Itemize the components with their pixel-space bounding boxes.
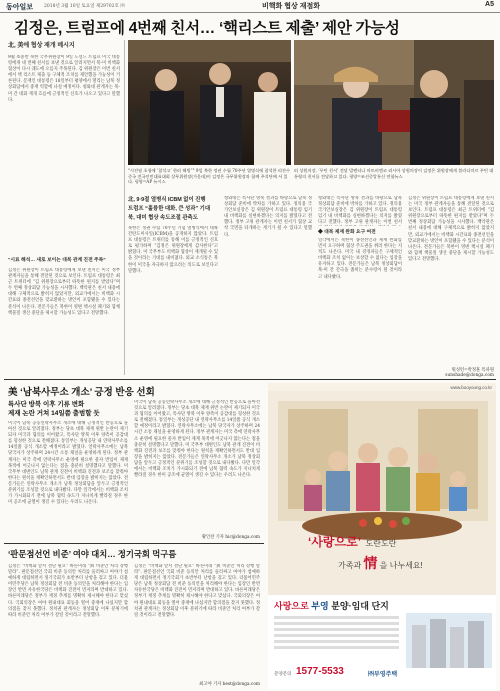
- mid-column-3: 일각에서는 북한이 종전선언과 제재 완화를 먼저 요구하며 협상 주도권을 쥐려 한다는 지적도 나온다. 미국 내 강경파들은 구체적인 비핵화 조치 없이는 보상할 수 없다는 입장을 유지하고 있다. 전문가들은 남북 정상회담이 북-미 간 간극을 좁히는 분수령이 될 것이라고 내다봤다.: [318, 238, 402, 280]
- ad-slogan-brand: ‘사랑으로’: [308, 535, 362, 549]
- article2-sub-2: 제재 논란 거쳐 14일쯤 출범할 듯: [8, 410, 100, 417]
- page-number: A5: [485, 1, 494, 8]
- advertisement[interactable]: [268, 383, 496, 689]
- ad-brand-2: 부영: [311, 601, 329, 611]
- column-divider: [124, 40, 125, 375]
- mid-column-4: 김정은 위원장이 트럼프 대통령에게 보낸 친서는 미국 정부 관계자들을 통해 전달된 것으로 보인다. 트럼프 대통령은 최근 트위터에 “김 위원장으로부터 따뜻한 편지를 받았다”며 두 번째 정상회담 가능성을 시사했다. 백악관은 친서 내용에 대해 구체적으로 밝히지 않았지만, 외교가에서는 비핵화 시간표와 종전선언을 맞교환하는 방안이 포함됐을 수 있다는 분석이 나온다. 전문가들은 북한이 영변 핵시설 폐기와 함께 핵물질 생산 중단을 제시할 가능성도 있다고 전망했다.: [408, 196, 494, 262]
- ad-notice: 분양문의: [274, 672, 292, 677]
- article2-headline: 美 ‘남북사무소 개소’ 긍정 반응 선회: [8, 387, 155, 398]
- photo-caption-2: 러 상원의장, ‘푸틴 친서’ 전달 발렌티나 마트비엔코 러시아 상원의장이 김정은 위원장에게 블라디미르 푸틴 대통령의 친서를 전달하고 있다. 평양=조선중앙통신 연합뉴스: [294, 168, 494, 179]
- ad-company: ㈜부영주택: [368, 672, 398, 678]
- ad-building-image: [406, 613, 492, 668]
- article3-body-col1: 김정은 “비핵화 앞서 결단 필요” 바른미래 “與 비준안 처리 강행 말라”. 판문점선언 국회 비준 동의안 처리를 둘러싸고 여야가 첨예하게 대립하면서 정기국회가 초반부터 난항을 겪고 있다. 더불어민주당은 남북 정상회담 전 비준 동의안을 처리해야 한다는 입장인 반면 자유한국당은 비핵화 진전이 먼저라며 반대하고 있다. 바른미래당은 정부가 재정 추계를 명확히 제시해야 한다고 맞섰다. 국회의장은 여야 원내대표 회동을 열어 중재에 나섰지만 합의점을 찾지 못했다. 정치권 관계자는 정상회담 이후 분위기에 따라 비준안 처리 여부가 갈릴 것이라고 전망했다.: [8, 564, 128, 618]
- lead-subhead: 北, 美에 협상 재개 메시지: [8, 43, 75, 49]
- ad-listing: [274, 613, 399, 663]
- ad-slogan-char: 情: [363, 555, 378, 571]
- article2-sub-1: 특사단 방북 이후 기류 변화: [8, 401, 85, 408]
- mid-column-2: 청와대는 특사단 방북 결과를 바탕으로 남북 정상회담 준비에 박차를 가하고 있다. 정의용 국가안보실장은 김 위원장이 트럼프 대통령 임기 내 비핵화를 실현하겠다는 의지를 밝혔다고 전했다. 정부 고위 관계자는 이번 친서가 협상 교착 국면을 타개하는 계기가 될 수 있다고 말했다.: [224, 196, 312, 238]
- mid-column-1: 북한은 정권 수립 70주년 기념 열병식에서 대륙간탄도미사일(ICBM)을 공개하지 않았다. 트럼프 대통령은 트위터를 통해 이를 긍정적인 신호로 평가하며 “김정은 위원장에게 감사한다”고 밝혔다. 미 국무부도 비핵화 협상이 재개될 수 있을 것이라는 기대를 내비쳤다. 외교 소식통은 북한이 미국을 자극하지 않으려는 의도로 보인다고 말했다.: [128, 226, 218, 274]
- mid-subhead-3: 북, 대미 협상 속도조절 관측도: [128, 215, 198, 221]
- photo-letter-handover: [294, 40, 494, 165]
- main-headline: 김정은, 트럼프에 4번째 친서… ‘핵리스트 제출’ 제안 가능성: [14, 20, 400, 37]
- mid-column-3a: 청와대는 특사단 방북 결과를 바탕으로 남북 정상회담 준비에 박차를 가하고 있다. 정의용 국가안보실장은 김 위원장이 트럼프 대통령 임기 내 비핵화를 실현하겠다는 의지를 밝혔다고 전했다. 정부 고위 관계자는 이번 친서: [318, 196, 402, 226]
- ad-slogan: [308, 533, 496, 573]
- section-divider: [4, 379, 496, 380]
- mid-subhead-1: 北, 9·9절 열병식 ICBM 없이 진행: [128, 197, 206, 203]
- lead-body: 9월 초중반 북한 국무위원장이 9일 도널드 트럼프 미국 대통령에게 네 번째 친서를 보낸 것으로 알려지면서 북-미 비핵화 협상이 다시 궤도에 오를지 주목된다. 김 위원장은 이번 친서에서 핵 리스트 제출 등 구체적 조치를 제안했을 가능성이 거론된다. 문재인 대통령은 18일부터 평양에서 열리는 남북 정상회담에서 중재 역할에 나설 예정이다. 청와대 관계자는 북-미 간 대화 재개 흐름에 긍정적인 신호가 나오고 있다고 말했다.: [8, 55, 120, 103]
- article2-byline: 황인찬 기자 hic@donga.com: [201, 535, 260, 540]
- ad-phone[interactable]: 1577-5533: [296, 666, 344, 677]
- article3-byline: 최고야 기자 best@donga.com: [199, 682, 260, 687]
- newspaper-logo: 동아일보: [6, 4, 34, 11]
- mid-subhead-2: 트럼프 “훌륭한 대화, 큰 성과” 기대: [128, 206, 211, 212]
- ad-slogan-line2a: 가족과: [338, 561, 362, 570]
- mid-subhead-4: ◆ 대북 제재 완화 요구 여전: [318, 230, 376, 235]
- ad-offer-panel: [268, 595, 496, 689]
- mid-byline: 워싱턴=박정훈 특파원 sunshade@donga.com: [445, 368, 494, 378]
- lead-subhead-2: “시료 해석… 새로 보이는 대북 관계 진전 주목”: [8, 258, 106, 263]
- ad-offer: 분양·임대 단지: [331, 601, 389, 611]
- page-header: [0, 0, 500, 13]
- photo-dignitaries: [128, 40, 291, 165]
- article-divider: [4, 543, 264, 544]
- article3-body-col2: 김정은 “비핵화 앞서 결단 필요” 바른미래 “與 비준안 처리 강행 말라”. 판문점선언 국회 비준 동의안 처리를 둘러싸고 여야가 첨예하게 대립하면서 정기국회가 초반부터 난항을 겪고 있다. 더불어민주당은 남북 정상회담 전 비준 동의안을 처리해야 한다는 입장인 반면 자유한국당은 비핵화 진전이 먼저라며 반대하고 있다. 바른미래당은 정부가 재정 추계를 명확히 제시해야 한다고 맞섰다. 국회의장은 여야 원내대표 회동을 열어 중재에 나섰지만 합의점을 찾지 못했다. 정치권 관계자는 정상회담 이후 분위기에 따라 비준안 처리 여부가 갈릴 것이라고 전망했다.: [134, 564, 260, 618]
- ad-website[interactable]: www.booyoung.co.kr: [450, 385, 492, 390]
- ad-slogan-text: 도란도란: [365, 539, 397, 548]
- article2-body-col1: 미국이 남북 공동연락사무소 개소에 대해 긍정적인 반응으로 돌아선 것으로 알려졌다. 정부는 당초 대북 제재 위반 논란이 제기되자 미국과 협의를 이어왔고, 특사단 방북 이후 양측이 공감대를 형성한 것으로 전해졌다. 통일부는 개성공단 내 연락사무소를 14일쯤 공식 개소할 예정이라고 밝혔다. 연락사무소에는 남북 당국자가 상주하며 24시간 소통 채널을 운영하게 된다. 정부 관계자는 미국 측에 연락사무소 운영에 필요한 물자 반입이 제재 목적에 어긋나지 않는다는 점을 충분히 설명했다고 말했다. 미 국무부 대변인도 남북 관계 진전이 비핵화 진전과 보조를 맞춰야 한다는 원칙을 재확인하면서도 반대 입장을 밝히지는 않았다. 전문가들은 연락사무소 개소가 남북 정상회담을 앞두고 긍정적인 분위기를 조성할 것으로 내다봤다. 다만 일각에서는 비핵화 조치가 가시화되기 전에 남북 협력 속도가 지나치게 빨라질 경우 한미 공조에 균열이 생길 수 있다는 우려도 나온다.: [8, 421, 128, 506]
- article3-headline: ‘판문점선언 비준’ 여야 대치… 정기국회 먹구름: [8, 549, 177, 559]
- photo-caption-1: "시진핑 초청에 ‘참석고’ 한러 해빙”" 9일 북한 정권 수립 70주년 열병식에 참석한 리잔수 중국 전국인민대표대회 상무위원장(가운데)이 김정은 국무위원장과 함께 주석단에 서 있다. 평양=AP 뉴시스: [128, 168, 291, 184]
- ad-slogan-line2b: 을 나누세요!: [379, 561, 423, 570]
- ad-brand-1: 사랑으로: [274, 601, 309, 611]
- article2-body-col2: 미국이 남북 공동연락사무소 개소에 대해 긍정적인 반응으로 돌아선 것으로 알려졌다. 정부는 당초 대북 제재 위반 논란이 제기되자 미국과 협의를 이어왔고, 특사단 방북 이후 양측이 공감대를 형성한 것으로 전해졌다. 통일부는 개성공단 내 연락사무소를 14일쯤 공식 개소할 예정이라고 밝혔다. 연락사무소에는 남북 당국자가 상주하며 24시간 소통 채널을 운영하게 된다. 정부 관계자는 미국 측에 연락사무소 운영에 필요한 물자 반입이 제재 목적에 어긋나지 않는다는 점을 충분히 설명했다고 말했다. 미 국무부 대변인도 남북 관계 진전이 비핵화 진전과 보조를 맞춰야 한다는 원칙을 재확인하면서도 반대 입장을 밝히지는 않았다. 전문가들은 연락사무소 개소가 남북 정상회담을 앞두고 긍정적인 분위기를 조성할 것으로 내다봤다. 다만 일각에서는 비핵화 조치가 가시화되기 전에 남북 협력 속도가 지나치게 빨라질 경우 한미 공조에 균열이 생길 수 있다는 우려도 나온다.: [134, 400, 260, 479]
- section-title: 비핵화 협상 재점화: [262, 3, 320, 10]
- lead-body-2: 김정은 위원장이 트럼프 대통령에게 보낸 친서는 미국 정부 관계자들을 통해 전달된 것으로 보인다. 트럼프 대통령은 최근 트위터에 “김 위원장으로부터 따뜻한 편지를 받았다”며 두 번째 정상회담 가능성을 시사했다. 백악관은 친서 내용에 대해 구체적으로 밝히지 않았지만, 외교가에서는 비핵화 시간표와 종전선언을 맞교환하는 방안이 포함됐을 수 있다는 분석이 나온다. 전문가들은 북한이 영변 핵시설 폐기와 함께 핵물질 생산 중단을 제시할 가능성도 있다고 전망했다.: [8, 268, 120, 316]
- issue-date: 2018년 3월 10일 토요일 제29702호 ㈜: [44, 4, 125, 9]
